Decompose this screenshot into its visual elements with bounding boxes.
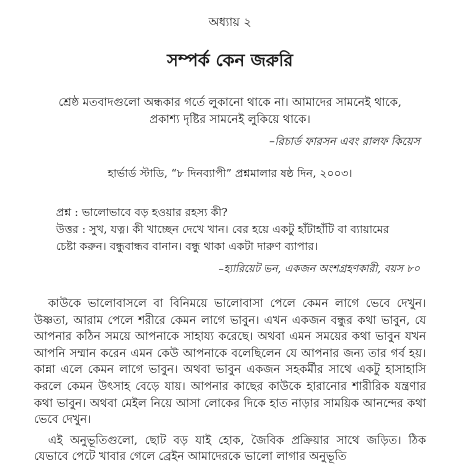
epigraph-quote: শ্রেষ্ঠ মতবাদগুলো অন্ধকার গর্তে লুকানো থাকে না। আমাদের সামনেই থাকে, প্রকাশ্য দৃষ্টির সামনেই লুকিয়ে থাকে। — [58, 95, 402, 126]
body-paragraph: এই অনুভূতিগুলো, ছোট বড় যাই হোক, জৈবিক প্রক্রিয়ার সাথে জড়িত। ঠিক যেভাবে পেটে খাবার গেলে ব্রেইন আমাদেরকে ভালো লাগার অনুভূতি — [34, 432, 426, 464]
body-paragraph: কাউকে ভালোবাসলে বা বিনিময়ে ভালোবাসা পেলে কেমন লাগে ভেবে দেখুন। উষ্ণতা, আরাম পেলে শরীরে কেমন লাগে ভাবুন। এখন একজন বন্ধুর কথা ভাবুন, যে আপনার কঠিন সময়ে আপনাকে সাহায্য করেছে। অথবা এমন সময়ের কথা ভাবুন যখন আপনি সম্মান করেন এমন কেউ আপনাকে বলেছিলেন যে আপনার জন্য তার গর্ব হয়। কান্না এলে কেমন লাগে ভাবুন। অথবা ভাবুন একজন সহকর্মীর সাথে একটু হাসাহাসি করলে কেমন উৎসাহ বেড়ে যায়। আপনার কাছের কাউকে হারানোর শারীরিক যন্ত্রণার কথা ভাবুন। অথবা মেইল নিয়ে আসা লোকের দিকে হাত নাড়ার সাময়িক আনন্দের কথা ভেবে দেখুন। — [34, 296, 426, 427]
body-text — [34, 295, 426, 465]
chapter-title: সম্পর্ক কেন জরুরি — [166, 51, 294, 71]
study-source-line: হার্ভার্ড স্টাডি, “৮ দিনব্যাপী” প্রশ্নমালার ষষ্ঠ দিন, ২০০৩। — [107, 167, 353, 180]
chapter-label: অধ্যায় ২ — [208, 15, 252, 29]
qa-block — [56, 204, 412, 255]
qa-question: প্রশ্ন : ভালোভাবে বড় হওয়ার রহস্য কী? — [56, 206, 228, 219]
qa-attribution: –হ্যারিয়েট ভন, একজন অংশগ্রহণকারী, বয়স ৮০ — [218, 263, 420, 275]
qa-answer: উত্তর : সুখ, যত্ন। কী খাচ্ছেন দেখে খান। বের হয়ে একটু হাঁটাহাঁটি বা ব্যায়ামের চেষ্টা করুন। বন্ধুবান্ধব বানান। বন্ধু থাকা একটা দারুণ ব্যাপার। — [56, 223, 390, 253]
epigraph-attribution: –রিচার্ড ফারসন এবং রালফ কিয়েস — [269, 135, 420, 148]
